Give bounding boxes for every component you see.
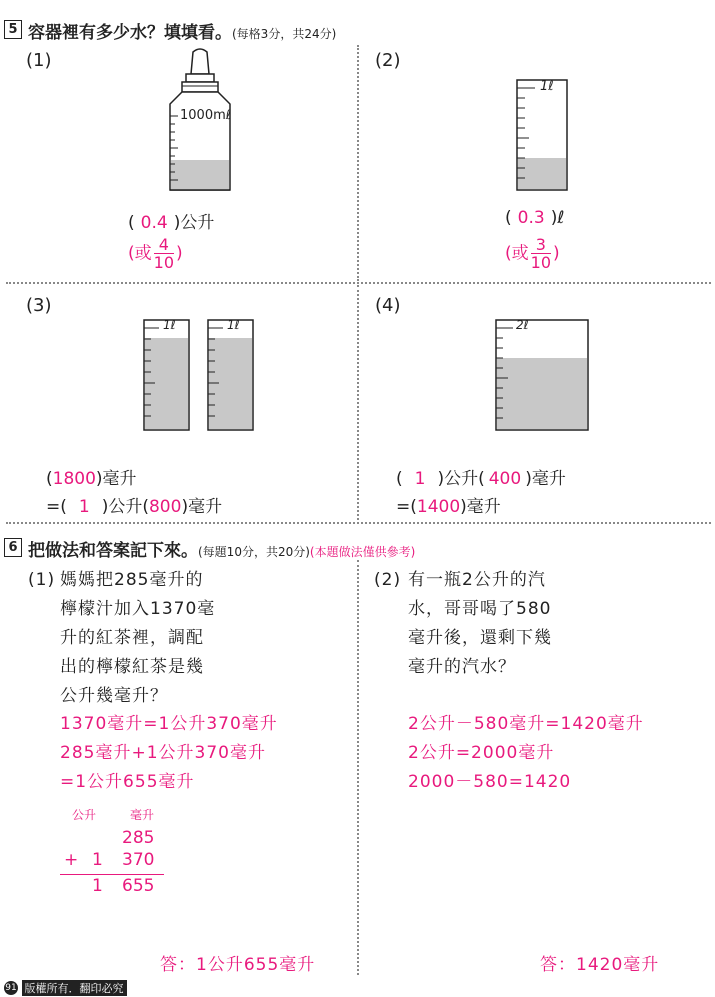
part-4-answer-line-2: =(1400)毫升	[396, 497, 501, 517]
divider-vertical-bottom	[357, 560, 359, 975]
question-5-note: (每格3分，共24分)	[232, 27, 337, 41]
divider-vertical-middle	[357, 285, 359, 520]
q6-part-2-answer: 答：1420毫升	[540, 955, 660, 975]
question-6-title: 把做法和答案記下來。(每題10分，共20分)(本題做法僅供參考)	[28, 541, 416, 561]
q6-part-1-label: (1)	[28, 570, 56, 590]
beaker-illustration-part-4	[493, 318, 591, 434]
question-5-number: 5	[4, 20, 22, 39]
question-6-note-pink: (本題做法僅供參考)	[309, 545, 416, 559]
part-2-alt-answer: (或 $\frac{3}{10}$ )	[505, 235, 560, 272]
q6-part-1-answer: 答：1公升655毫升	[160, 955, 316, 975]
question-6-number: 6	[4, 538, 22, 557]
part-3-answer-line-2: =( 1 )公升(800)毫升	[46, 497, 223, 517]
beaker-mark-part-4: 2ℓ	[516, 318, 529, 332]
question-5-title: 容器裡有多少水？填填看。(每格3分，共24分)	[28, 23, 337, 43]
beaker-mark-part-2: 1ℓ	[540, 79, 554, 94]
beaker-mark-part-3a: 1ℓ	[163, 318, 176, 332]
bottle-mark-1000ml: 1000mℓ	[180, 108, 232, 123]
part-4-label: (4)	[375, 295, 401, 316]
part-3-label: (3)	[26, 295, 52, 316]
beaker-mark-part-3b: 1ℓ	[227, 318, 240, 332]
page-number: 91	[5, 983, 17, 993]
question-6-note: (每題10分，共20分)	[198, 545, 310, 559]
q6-part-2-question: 有一瓶2公升的汽 水，哥哥喝了580 毫升後，還剩下幾 毫升的汽水？	[408, 570, 552, 677]
q6-part-1-question: 媽媽把285毫升的 檸檬汁加入1370毫 升的紅茶裡，調配 出的檸檬紅茶是幾 公升幾毫升？	[60, 570, 216, 706]
beaker-illustration-part-2	[513, 78, 569, 194]
part-1-answer: ( 0.4 )公升	[128, 213, 215, 233]
copyright-notice: 版權所有．翻印必究	[22, 980, 127, 996]
beaker-illustration-part-3b	[205, 318, 255, 434]
beaker-illustration-part-3a	[141, 318, 191, 434]
divider-horizontal-middle	[6, 282, 711, 284]
divider-vertical-top	[357, 45, 359, 281]
part-4-answer-line-1: ( 1 )公升( 400 )毫升	[396, 469, 566, 489]
part-1-label: (1)	[26, 50, 52, 71]
part-2-answer: ( 0.3 )ℓ	[505, 208, 565, 228]
q6-part-2-label: (2)	[374, 570, 402, 590]
q6-part-2-solution: 2公升－580毫升=1420毫升 2公升=2000毫升 2000－580=1420	[408, 714, 644, 792]
part-2-label: (2)	[375, 50, 401, 71]
part-3-answer-line-1: (1800)毫升	[46, 469, 137, 489]
q6-part-1-solution: 1370毫升=1公升370毫升 285毫升+1公升370毫升 =1公升655毫升	[60, 714, 278, 792]
part-1-alt-answer: (或 $\frac{4}{10}$ )	[128, 235, 183, 272]
divider-horizontal-bottom	[6, 522, 711, 524]
page-footer	[4, 980, 127, 996]
